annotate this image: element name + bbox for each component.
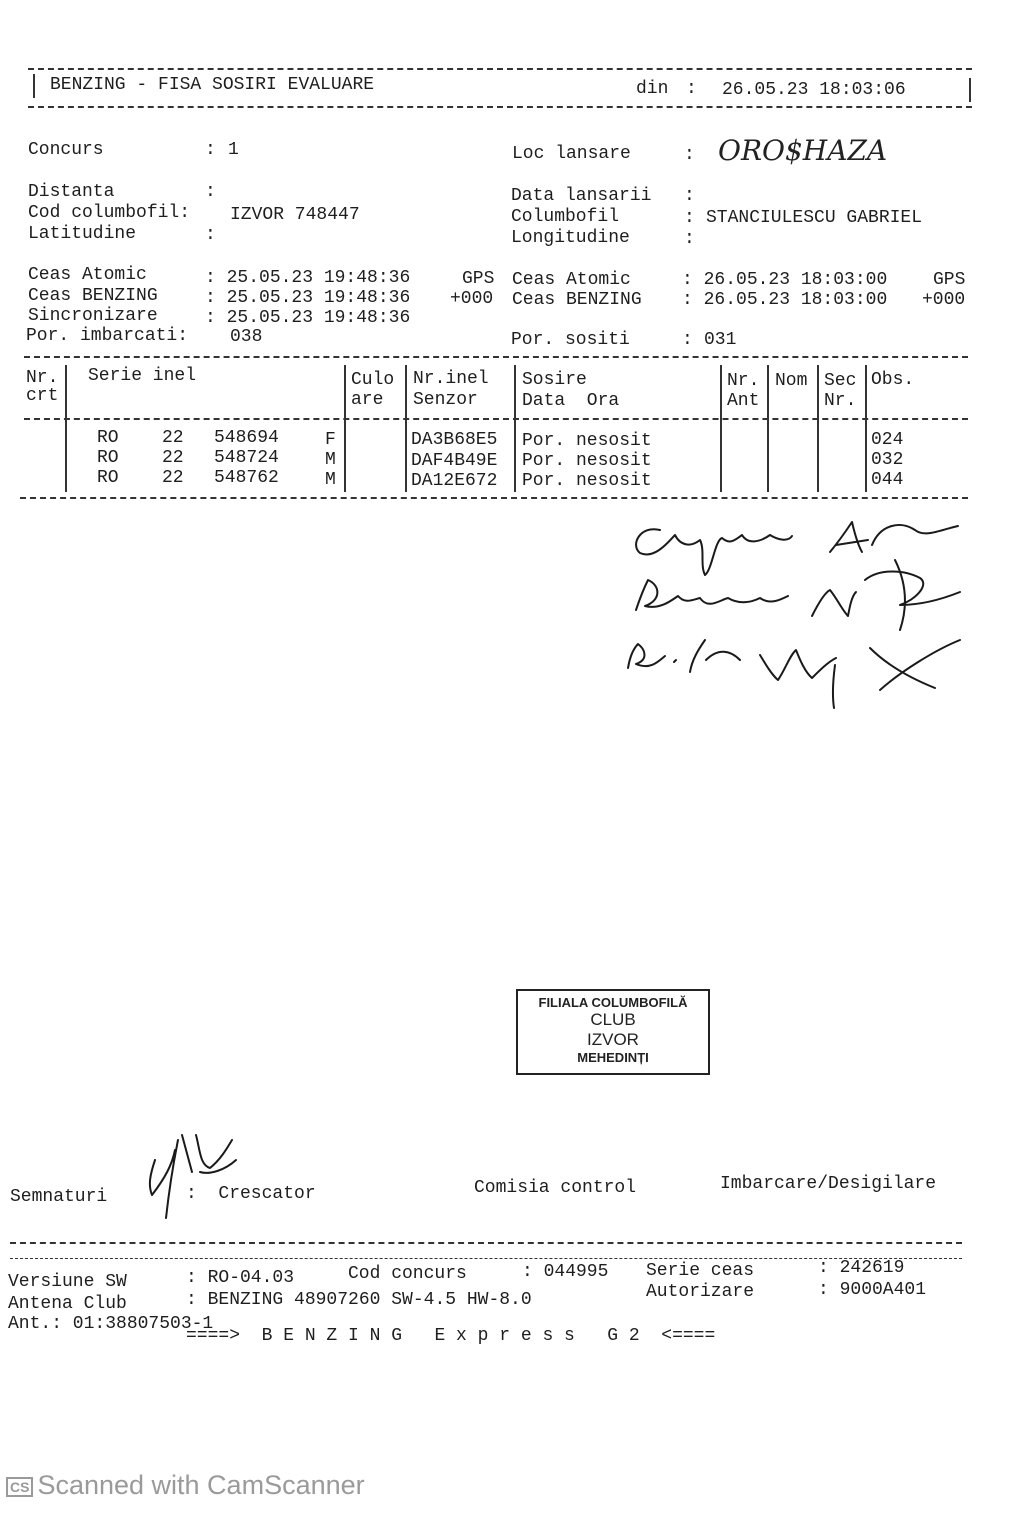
club-stamp [516, 989, 710, 1075]
header-bottom-rule [28, 106, 972, 108]
signature-crescator [150, 1135, 236, 1218]
th-nr-crt-1: Nr. [26, 368, 59, 388]
imbarcati-value: 038 [230, 327, 263, 347]
sincronizare-time: 25.05.23 19:48:36 [226, 308, 411, 328]
columbofil-label: Columbofil [511, 207, 620, 227]
sincronizare-value: : 25.05.23 19:48:36 [205, 308, 411, 328]
cod-columbofil-label: Cod columbofil: [28, 203, 191, 223]
signature-2-n [812, 590, 856, 616]
col-sep-1 [65, 365, 67, 492]
loc-lansare-value: ORO$HAZA [718, 134, 888, 167]
row-country: RO [97, 448, 119, 468]
ceas-benzing-end-suffix: +000 [922, 290, 966, 310]
sositi-colon: : [682, 330, 693, 350]
distanta-label: Distanta [28, 182, 115, 202]
autorizare-value: : 9000A401 [818, 1280, 927, 1300]
distanta-colon: : [205, 182, 216, 202]
signature-2-b [865, 560, 960, 630]
col-sep-5 [720, 365, 722, 492]
header-date-label: din [636, 79, 669, 99]
longitudine-colon: : [684, 229, 695, 249]
ceas-atomic-start-suffix: GPS [462, 269, 495, 289]
row-sensor: DAF4B49E [411, 451, 498, 471]
signature-1 [636, 529, 792, 575]
camscanner-text: Scanned with CamScanner [37, 1470, 365, 1500]
th-nr-ant-1: Nr. [727, 371, 760, 391]
concurs-value: 1 [228, 140, 239, 160]
ceas-benzing-end-label: Ceas BENZING [512, 290, 642, 310]
row-sex: M [325, 470, 336, 490]
signature-2 [636, 580, 788, 610]
footer-top-rule [10, 1242, 962, 1244]
row-sex: F [325, 430, 336, 450]
row-year: 22 [162, 448, 184, 468]
th-sec-nr-2: Nr. [824, 391, 857, 411]
row-year: 22 [162, 428, 184, 448]
ceas-atomic-start-label: Ceas Atomic [28, 265, 147, 285]
columbofil-value: STANCIULESCU GABRIEL [706, 208, 923, 228]
row-obs: 032 [871, 450, 904, 470]
th-nr-ant-2: Ant [727, 391, 760, 411]
serie-ceas-label: Serie ceas [646, 1261, 755, 1281]
ceas-atomic-end-suffix: GPS [933, 270, 966, 290]
th-sosire-1: Sosire [522, 370, 587, 390]
col-sep-6 [767, 365, 769, 492]
cod-concurs-label: Cod concurs [348, 1264, 467, 1284]
longitudine-label: Longitudine [511, 228, 630, 248]
th-culoare-2: are [351, 390, 384, 410]
col-sep-2 [344, 365, 346, 492]
row-obs: 024 [871, 430, 904, 450]
sositi-value: 031 [704, 330, 737, 350]
th-nr-inel-2: Senzor [413, 390, 478, 410]
signature-3 [628, 640, 836, 680]
row-obs: 044 [871, 470, 904, 490]
th-obs: Obs. [871, 370, 915, 390]
signature-3-x [833, 640, 960, 708]
data-lansarii-colon: : [684, 186, 695, 206]
signature-1-a [830, 522, 868, 552]
loc-lansare-colon: : [684, 145, 695, 165]
stamp-line-2: CLUB [590, 1010, 636, 1029]
concurs-colon: : [205, 140, 216, 160]
row-year: 22 [162, 468, 184, 488]
row-status: Por. nesosit [522, 451, 652, 471]
ceas-atomic-end-label: Ceas Atomic [512, 270, 631, 290]
row-ring: 548762 [214, 468, 279, 488]
latitudine-label: Latitudine [28, 224, 137, 244]
row-sensor: DA3B68E5 [411, 430, 498, 450]
th-nr-inel-1: Nr.inel [413, 369, 489, 389]
header-left-border [33, 74, 35, 98]
ceas-atomic-end-value: : 26.05.23 18:03:00 [682, 270, 888, 290]
concurs-label: Concurs [28, 140, 104, 160]
cod-columbofil-value: IZVOR 748447 [230, 205, 360, 225]
imbarcare-label: Imbarcare/Desigilare [720, 1174, 937, 1194]
page-title: BENZING - FISA SOSIRI EVALUARE [50, 75, 375, 95]
ceas-atomic-start-time: 25.05.23 19:48:36 [226, 268, 411, 288]
th-culoare-1: Culo [351, 370, 395, 390]
benzing-express-line: ====> B E N Z I N G E x p r e s s G 2 <==== [186, 1326, 716, 1346]
table-bottom-rule [20, 497, 968, 499]
comisia-control-label: Comisia control [474, 1178, 637, 1198]
row-status: Por. nesosit [522, 431, 652, 451]
crescator-label: : Crescator [186, 1184, 316, 1204]
row-country: RO [97, 428, 119, 448]
header-date-value: 26.05.23 18:03:06 [722, 80, 906, 100]
header-date-colon: : [686, 79, 697, 99]
loc-lansare-label: Loc lansare [512, 144, 631, 164]
header-top-rule [28, 68, 972, 70]
col-sep-4 [514, 365, 516, 492]
imbarcati-label: Por. imbarcati: [26, 326, 189, 346]
table-header-rule [24, 418, 968, 420]
sositi-label: Por. sositi [511, 330, 630, 350]
antena-club-label: Antena Club [8, 1294, 127, 1314]
row-sex: M [325, 450, 336, 470]
th-sosire-2: Data Ora [522, 391, 620, 411]
header-right-border [969, 78, 971, 102]
cod-concurs-value: : 044995 [522, 1262, 609, 1282]
row-ring: 548694 [214, 428, 279, 448]
data-lansarii-label: Data lansarii [511, 186, 652, 206]
camscanner-watermark [6, 1470, 365, 1501]
sincronizare-label: Sincronizare [28, 306, 158, 326]
table-top-rule [24, 356, 968, 358]
versiune-sw-value: : RO-04.03 [186, 1268, 295, 1288]
col-sep-3 [405, 365, 407, 492]
antena-club-value: : BENZING 48907260 SW-4.5 HW-8.0 [186, 1290, 532, 1310]
camscanner-logo-icon: CS [6, 1477, 33, 1497]
row-sensor: DA12E672 [411, 471, 498, 491]
th-nom: Nom [775, 371, 808, 391]
signature-1-b [872, 525, 958, 545]
semnaturi-label: Semnaturi [10, 1187, 108, 1207]
autorizare-label: Autorizare [646, 1282, 755, 1302]
ceas-benzing-end-time: 26.05.23 18:03:00 [703, 290, 888, 310]
ant-line: Ant.: 01:38807503-1 [8, 1314, 214, 1334]
row-country: RO [97, 468, 119, 488]
col-sep-8 [865, 365, 867, 492]
ceas-benzing-start-value: : 25.05.23 19:48:36 [205, 288, 411, 308]
th-sec-nr-1: Sec [824, 371, 857, 391]
ceas-benzing-start-label: Ceas BENZING [28, 286, 158, 306]
ceas-benzing-start-time: 25.05.23 19:48:36 [226, 288, 411, 308]
ceas-benzing-end-value: : 26.05.23 18:03:00 [682, 290, 888, 310]
serie-ceas-value: : 242619 [818, 1258, 905, 1278]
th-serie-inel: Serie inel [88, 366, 197, 386]
ceas-atomic-start-value: : 25.05.23 19:48:36 [205, 268, 411, 288]
stamp-line-1: FILIALA COLUMBOFILĂ [538, 995, 688, 1010]
latitudine-colon: : [205, 225, 216, 245]
row-ring: 548724 [214, 448, 279, 468]
columbofil-colon: : [684, 208, 695, 228]
stamp-line-4: MEHEDINȚI [577, 1050, 649, 1065]
row-status: Por. nesosit [522, 471, 652, 491]
ceas-benzing-start-suffix: +000 [450, 289, 494, 309]
th-nr-crt-2: crt [26, 386, 59, 406]
versiune-sw-label: Versiune SW [8, 1272, 127, 1292]
col-sep-7 [817, 365, 819, 492]
ceas-atomic-end-time: 26.05.23 18:03:00 [703, 270, 888, 290]
stamp-line-3: IZVOR [587, 1030, 639, 1049]
